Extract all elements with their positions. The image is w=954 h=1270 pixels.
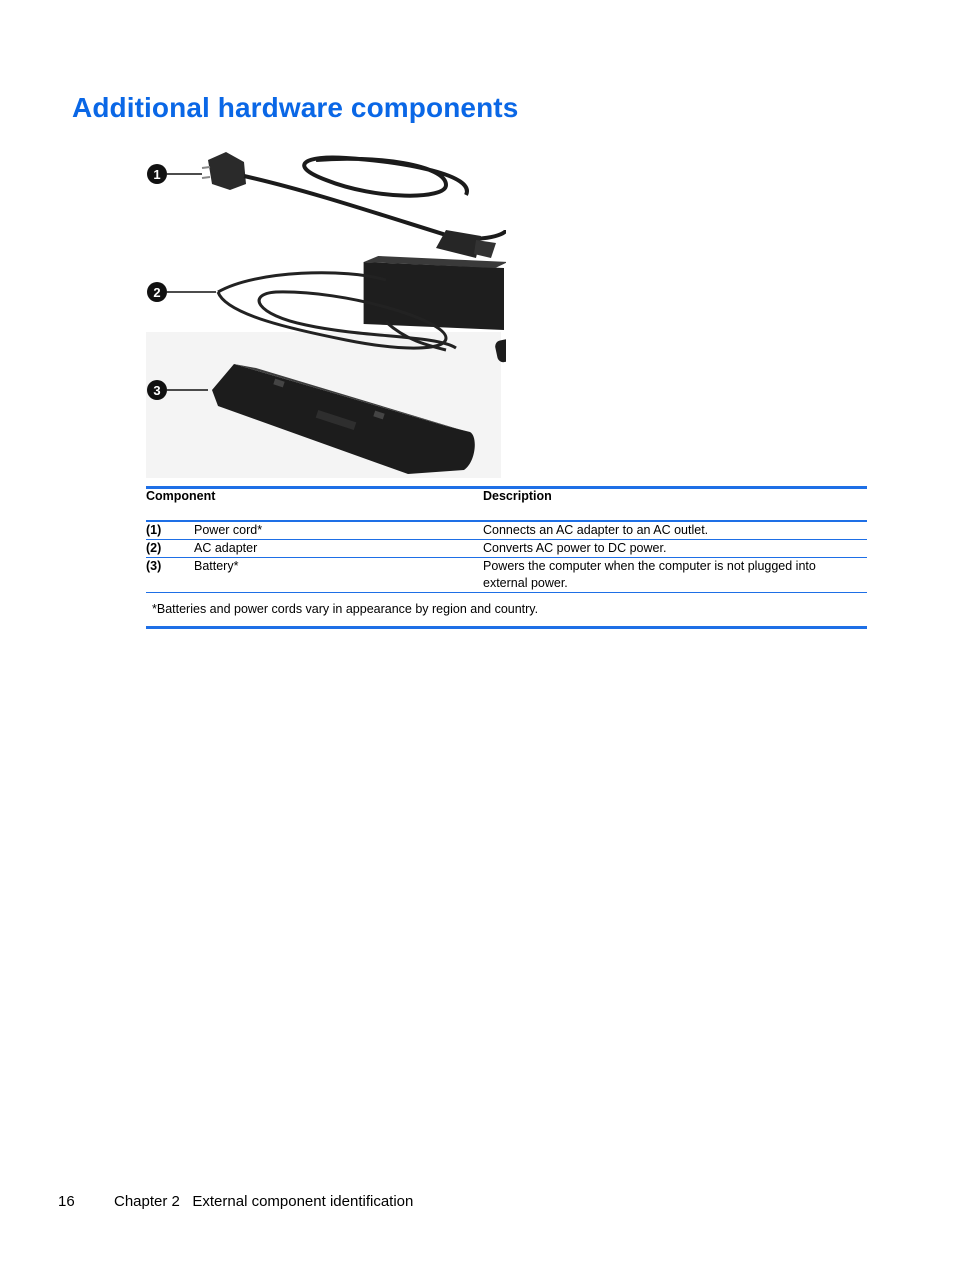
- chapter-title: Chapter 2 External component identification: [114, 1193, 414, 1210]
- component-number: (2): [146, 541, 162, 555]
- header-description: Description: [483, 489, 552, 503]
- table-row: [146, 521, 867, 540]
- svg-text:3: 3: [153, 383, 161, 398]
- svg-text:1: 1: [153, 167, 161, 182]
- table-row: [146, 558, 867, 593]
- table-note-row: [146, 593, 867, 628]
- table-row: [146, 540, 867, 558]
- component-number: (1): [146, 523, 162, 537]
- hardware-figure: [146, 140, 506, 478]
- power-cord-icon: [202, 152, 506, 258]
- svg-text:2: 2: [153, 285, 161, 300]
- callout-2: [147, 282, 216, 302]
- callout-1: [147, 164, 202, 184]
- component-description: Powers the computer when the computer is not plugged into external power.: [483, 559, 816, 590]
- component-description: Converts AC power to DC power.: [483, 541, 667, 555]
- component-number: (3): [146, 559, 162, 573]
- page-number: 16: [58, 1193, 75, 1210]
- table-note: *Batteries and power cords vary in appearance by region and country.: [152, 602, 539, 616]
- page-title: Additional hardware components: [72, 92, 519, 123]
- component-name: AC adapter: [194, 541, 258, 555]
- component-name: Battery*: [194, 559, 239, 573]
- components-table: [146, 486, 867, 629]
- component-description: Connects an AC adapter to an AC outlet.: [483, 523, 709, 537]
- component-name: Power cord*: [194, 523, 263, 537]
- header-component: Component: [146, 489, 216, 503]
- table-header-row: [146, 488, 867, 522]
